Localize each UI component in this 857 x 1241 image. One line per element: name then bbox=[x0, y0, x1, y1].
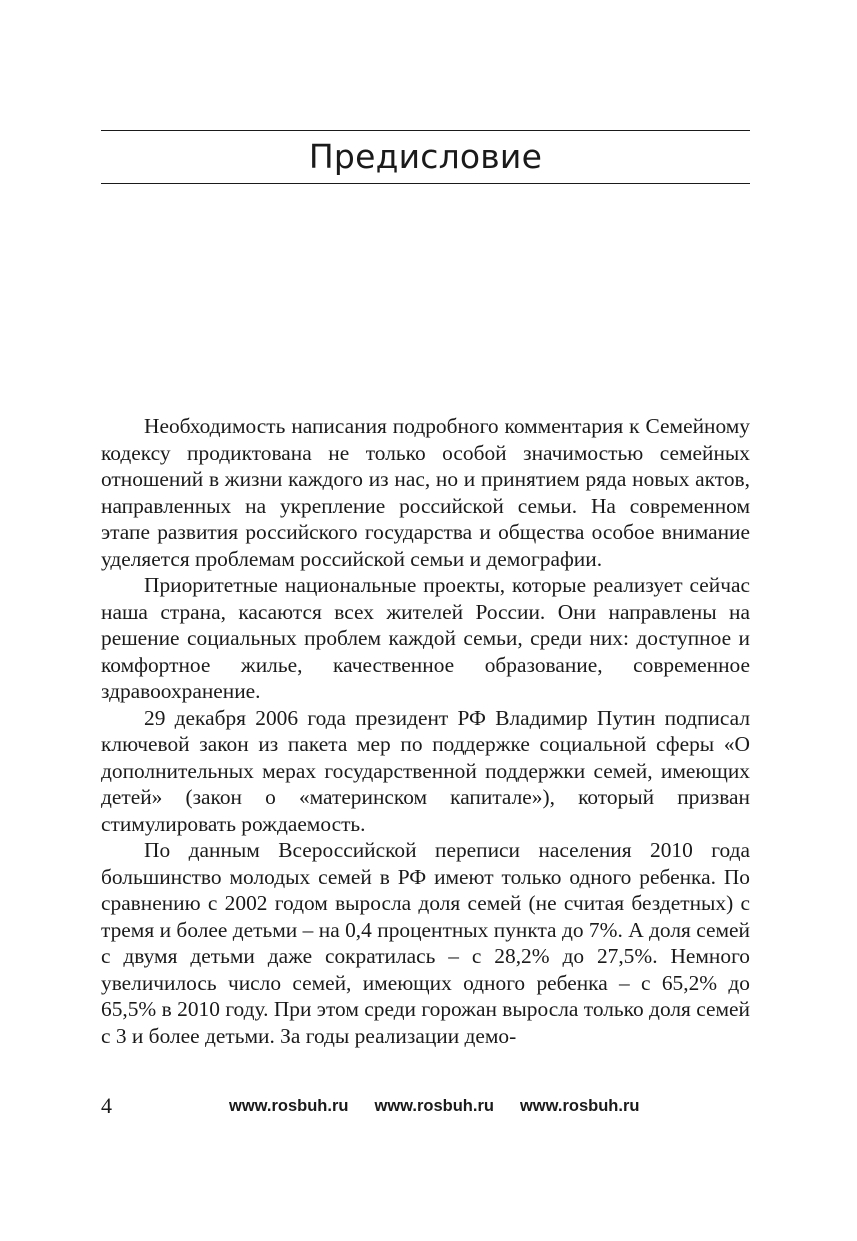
paragraph-2: Приоритетные национальные проекты, которые реализует сейчас наша страна, касаются всех жителей России. Они направлены на решение социальных проблем каждой семьи, среди них: доступное и комфортное жилье, качественное образование, современное здравоохранение. bbox=[101, 573, 750, 703]
footer-link-2[interactable]: www.rosbuh.ru bbox=[374, 1097, 494, 1115]
footer-link-3[interactable]: www.rosbuh.ru bbox=[519, 1097, 640, 1115]
chapter-title: Предисловие bbox=[308, 137, 543, 176]
paragraph-1: Необходимость написания подробного комментария к Семейному кодексу продиктована не только особой значимостью семейных отношений в жизни каждого из нас, но и принятием ряда новых актов, направленных на укрепление российской семьи. На современном этапе развития российского государства и общества особое внимание уделяется проблемам российской семьи и демографии. bbox=[101, 414, 750, 571]
footer-link-1[interactable]: www.rosbuh.ru bbox=[229, 1097, 349, 1115]
chapter-title-block bbox=[101, 130, 750, 184]
page-number: 4 bbox=[101, 1093, 112, 1118]
body-text bbox=[101, 413, 750, 1049]
footer-links bbox=[229, 1091, 639, 1121]
page-footer bbox=[101, 1091, 750, 1121]
paragraph-4: По данным Всероссийской переписи населения 2010 года большинство молодых семей в РФ имеют только одного ребенка. По сравнению с 2002 годом выросла доля семей (не считая бездетных) с тремя и более детьми – на 0,4 процентных пункта до 7%. А доля семей с двумя детьми даже сократилась – с 28,2% до 27,5%. Немного увеличилось число семей, имеющих одного ребенка – с 65,2% до 65,5% в 2010 году. При этом среди горожан выросла только доля семей с 3 и более детьми. За годы реализации демо- bbox=[101, 838, 750, 1048]
paragraph-3: 29 декабря 2006 года президент РФ Владимир Путин подписал ключевой закон из пакета мер по поддержке социальной сферы «О дополнительных мерах государственной поддержки семей, имеющих детей» (закон о «материнском капитале»), который призван стимулировать рождаемость. bbox=[101, 705, 750, 836]
